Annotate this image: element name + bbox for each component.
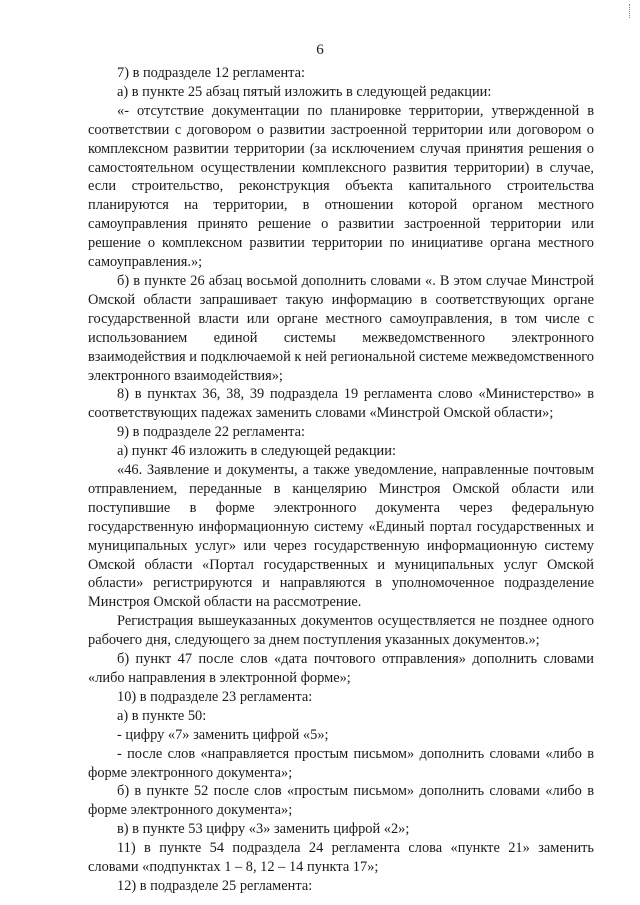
paragraph-46-quote: «46. Заявление и документы, а также уведомление, направленные почтовым отправлением, переданные в канцелярию Минстроя Омской области или поступившие в форме электронного документа через федеральную государственную информационную систему «Единый портал государственных и муниципальных услуг» или через государственную информационную систему Омской области «Портал государственных и муниципальных услуг Омской области» регистрируются и направляются в уполномоченное подразделение Минстроя Омской области на рассмотрение. [88, 462, 594, 611]
paragraph-10-heading: 10) в подразделе 23 регламента: [117, 688, 313, 705]
page-number: 6 [316, 42, 324, 58]
paragraph-10a-digit: - цифру «7» заменить цифрой «5»; [117, 726, 329, 743]
paragraph-8: 8) в пунктах 36, 38, 39 подраздела 19 регламента слово «Министерство» в соответствующих падежах заменить словами «Минстрой Омской области»; [88, 386, 594, 422]
paragraph-7b: б) в пункте 26 абзац восьмой дополнить словами «. В этом случае Минстрой Омской области запрашивает такую информацию в соответствующих органе государственной власти или органе местного самоуправления, в том числе с использованием единой системы межведомственного электронного взаимодействия и подключаемой к ней региональной системе межведомственного электронного взаимодействия»; [88, 272, 594, 384]
corner-scan-mark [629, 4, 634, 18]
paragraph-12-heading: 12) в подразделе 25 регламента: [117, 877, 313, 894]
paragraph-7-heading: 7) в подразделе 12 регламента: [117, 65, 306, 81]
paragraph-10a-words: - после слов «направляется простым письмом» дополнить словами «либо в форме электронного документа»; [88, 745, 594, 781]
paragraph-10b: б) в пункте 52 после слов «простым письмом» дополнить словами «либо в форме электронного документа»; [88, 783, 594, 819]
paragraph-10a: а) в пункте 50: [117, 707, 207, 724]
paragraph-11: 11) в пункте 54 подраздела 24 регламента слова «пункте 21» заменить словами «подпунктах 1 – 8, 12 – 14 пункта 17»; [88, 840, 594, 876]
paragraph-9b: б) пункт 47 после слов «дата почтового отправления» дополнить словами «либо направления в электронной форме»; [88, 651, 594, 686]
paragraph-7a: а) в пункте 25 абзац пятый изложить в следующей редакции: [117, 83, 492, 100]
paragraph-registration: Регистрация вышеуказанных документов осуществляется не позднее одного рабочего дня, следующего за днем поступления указанных документов.»; [88, 613, 594, 649]
document-body [88, 64, 594, 896]
paragraph-9-heading: 9) в подразделе 22 регламента: [117, 424, 306, 441]
paragraph-7a-quote: «- отсутствие документации по планировке территории, утвержденной в соответствии с договором о развитии застроенной территории или договором о комплексном развитии территории (за исключением случая принятия решения о самостоятельном осуществлении комплексного развития территории) в случае, если строительство, реконструкция объекта капитального строительства планируются на территории, в отношении которой органом местного самоуправления принято решение о развитии застроенной территории или решение о комплексном развитии территории по инициативе органа местного самоуправления.»; [88, 102, 594, 271]
paragraph-9a: а) пункт 46 изложить в следующей редакции: [117, 443, 396, 460]
paragraph-10c: в) в пункте 53 цифру «3» заменить цифрой «2»; [117, 821, 410, 838]
